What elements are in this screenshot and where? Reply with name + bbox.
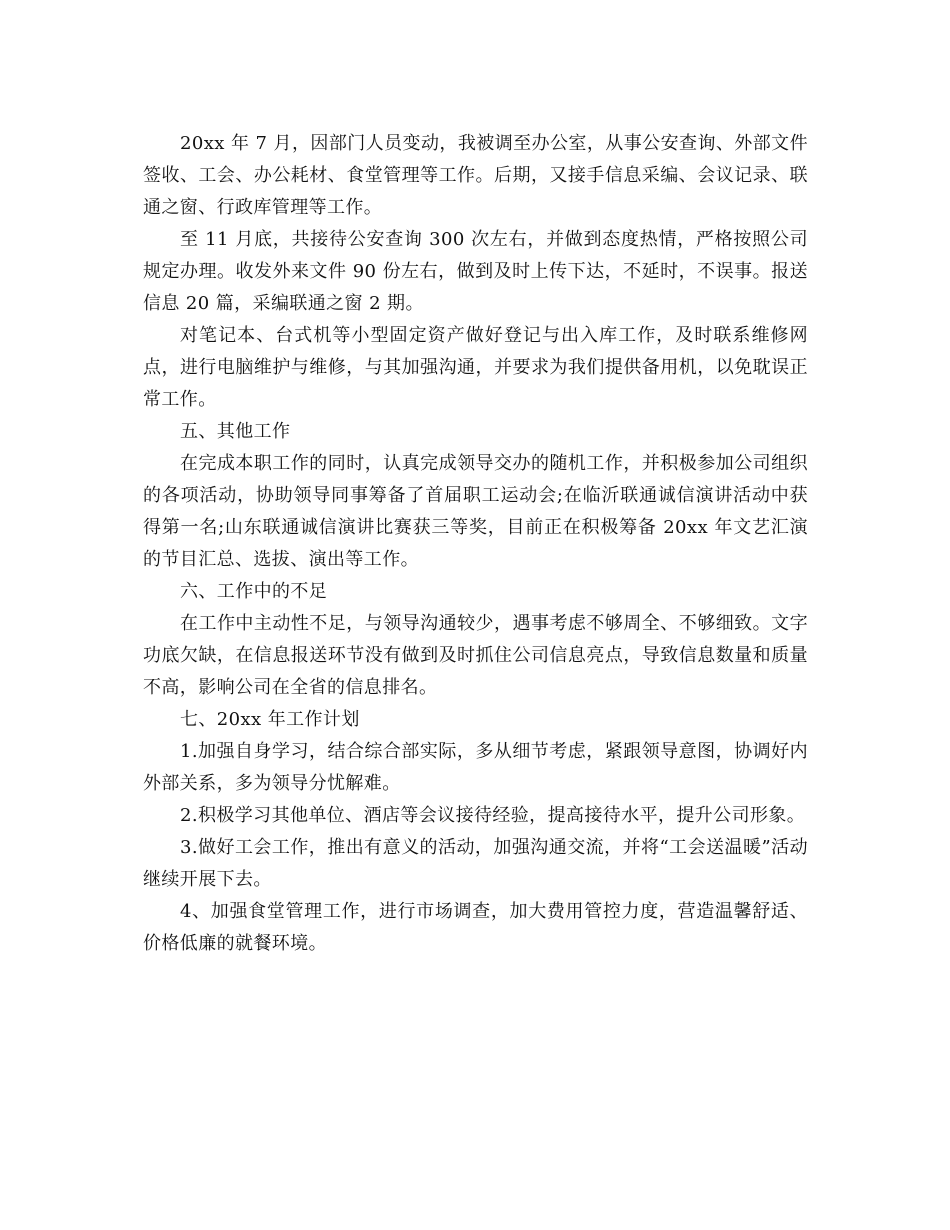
- document-body: [143, 128, 808, 960]
- paragraph-shortcomings: 在工作中主动性不足，与领导沟通较少，遇事考虑不够周全、不够细致。文字功底欠缺，在信息报送环节没有做到及时抓住公司信息亮点，导致信息数量和质量不高，影响公司在全省的信息排名。: [143, 613, 808, 698]
- section-heading-work-plan: 七、20xx 年工作计划: [180, 709, 360, 730]
- section-heading-other-work: 五、其他工作: [180, 421, 291, 442]
- paragraph-other-work: 在完成本职工作的同时，认真完成领导交办的随机工作，并积极参加公司组织的各项活动，协助领导同事筹备了首届职工运动会;在临沂联通诚信演讲活动中获得第一名;山东联通诚信演讲比赛获三等奖，目前正在积极筹备 20xx 年文艺汇演的节目汇总、选拔、演出等工作。: [143, 453, 808, 570]
- paragraph-asset-management: 对笔记本、台式机等小型固定资产做好登记与出入库工作，及时联系维修网点，进行电脑维护与维修，与其加强沟通，并要求为我们提供备用机，以免耽误正常工作。: [143, 325, 808, 410]
- plan-item-1: 1.加强自身学习，结合综合部实际，多从细节考虑，紧跟领导意图，协调好内外部关系，多为领导分忧解难。: [143, 741, 808, 794]
- plan-item-3: 3.做好工会工作，推出有意义的活动，加强沟通交流，并将“工会送温暖”活动继续开展下去。: [143, 837, 808, 890]
- section-heading-shortcomings: 六、工作中的不足: [180, 581, 328, 602]
- plan-item-4: 4、加强食堂管理工作，进行市场调查，加大费用管控力度，营造温馨舒适、价格低廉的就餐环境。: [143, 901, 808, 954]
- paragraph-reception-stats: 至 11 月底，共接待公安查询 300 次左右，并做到态度热情，严格按照公司规定办理。收发外来文件 90 份左右，做到及时上传下达，不延时，不误事。报送信息 20 篇，采编联通之窗 2 期。: [143, 229, 808, 314]
- plan-item-2: 2.积极学习其他单位、酒店等会议接待经验，提高接待水平，提升公司形象。: [180, 805, 806, 826]
- paragraph-job-change: 20xx 年 7 月，因部门人员变动，我被调至办公室，从事公安查询、外部文件签收、工会、办公耗材、食堂管理等工作。后期，又接手信息采编、会议记录、联通之窗、行政库管理等工作。: [143, 133, 808, 218]
